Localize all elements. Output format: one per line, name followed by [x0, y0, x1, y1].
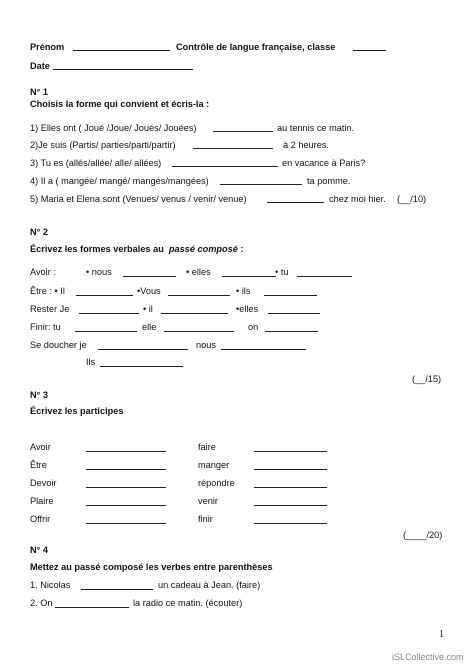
date-line[interactable]	[53, 69, 193, 70]
s2-finir-p2: elle	[142, 322, 157, 332]
section-1-score: (__/10)	[397, 194, 427, 204]
s2-avoir-blank-2[interactable]	[222, 276, 276, 277]
class-line[interactable]	[353, 50, 386, 51]
s4-item-1-text: 1. Nicolas	[30, 580, 71, 590]
s1-item-5-blank[interactable]	[267, 202, 324, 203]
s2-finir-p3: on	[248, 322, 259, 332]
section-1-instruction: Choisis la forme qui convient et écris-la :	[30, 99, 210, 109]
s2-rester-p3: •elles	[236, 304, 259, 314]
s3-right-blank-2[interactable]	[254, 469, 327, 470]
s3-left-5: Offrir	[30, 514, 51, 524]
watermark: iSLCollective.com	[392, 652, 464, 662]
s2-doucher-blank-1[interactable]	[98, 349, 188, 350]
s1-item-1-text: 1) Elles ont ( Joué /Joue/ Joués/ Jouées)	[30, 123, 197, 133]
s2-etre-blank-1[interactable]	[76, 295, 133, 296]
s1-item-4-end: ta pomme.	[307, 176, 351, 186]
section-3-number: N° 3	[30, 390, 48, 400]
s2-rester-blank-3[interactable]	[268, 313, 320, 314]
s4-item-1-blank[interactable]	[81, 589, 153, 590]
s1-item-5-text: 5) Maria et Elena sont (Venues/ venus / venir/ venue)	[30, 194, 247, 204]
s3-right-blank-4[interactable]	[254, 505, 327, 506]
s1-item-2-blank[interactable]	[193, 148, 273, 149]
s3-right-4: venir	[198, 496, 218, 506]
s3-left-blank-2[interactable]	[86, 469, 166, 470]
s1-item-4-text: 4) Il a ( mangée/ mangé/ mangés/mangées)	[30, 176, 209, 186]
section-2-score: (__/15)	[412, 374, 442, 384]
s2-avoir-blank-3[interactable]	[297, 276, 352, 277]
s1-item-3-blank[interactable]	[172, 166, 278, 167]
s2-avoir-p1: • nous	[86, 267, 112, 277]
s3-right-5: finir	[198, 514, 213, 524]
prenom-line[interactable]	[73, 50, 170, 51]
s2-finir-blank-2[interactable]	[164, 331, 234, 332]
s3-right-blank-1[interactable]	[254, 451, 327, 452]
s3-left-blank-3[interactable]	[86, 487, 166, 488]
s2-finir-label: Finir: tu	[30, 322, 61, 332]
s2-rester-blank-2[interactable]	[161, 313, 228, 314]
section-2-instruction: Écrivez les formes verbales au passé composé :	[30, 244, 244, 254]
s3-left-blank-4[interactable]	[86, 505, 166, 506]
s1-item-5-end: chez moi hier.	[329, 194, 386, 204]
s2-avoir-blank-1[interactable]	[123, 276, 176, 277]
s2-doucher-label: Se doucher je	[30, 340, 87, 350]
s2-avoir-label: Avoir :	[30, 267, 56, 277]
s1-item-4-blank[interactable]	[220, 184, 302, 185]
s2-doucher-blank-3[interactable]	[100, 366, 183, 367]
s2-etre-blank-3[interactable]	[264, 295, 317, 296]
section-1-number: N° 1	[30, 87, 48, 97]
s3-left-blank-5[interactable]	[86, 523, 166, 524]
s2-doucher-blank-2[interactable]	[221, 349, 306, 350]
page-number: 1	[439, 629, 444, 640]
s2-etre-p2: •Vous	[137, 286, 161, 296]
s1-item-2-end: à 2 heures.	[283, 140, 329, 150]
s2-avoir-p2: • elles	[186, 267, 211, 277]
s4-item-2-blank[interactable]	[55, 607, 129, 608]
passe-compose-emphasis: passé composé	[168, 244, 238, 254]
s3-left-1: Avoir	[30, 442, 51, 452]
s1-item-2-text: 2)Je suis (Partis/ parties/parti/partir)	[30, 140, 176, 150]
s2-finir-blank-3[interactable]	[265, 331, 318, 332]
s4-item-1-end: un cadeau à Jean. (faire)	[158, 580, 261, 590]
s3-right-3: répondre	[198, 478, 235, 488]
s3-left-3: Devoir	[30, 478, 57, 488]
s2-rester-p2: • il	[143, 304, 153, 314]
s4-item-2-end: la radio ce matin. (écouter)	[133, 598, 243, 608]
s1-item-3-text: 3) Tu es (allés/allée/ alle/ allées)	[30, 158, 162, 168]
s3-right-1: faire	[198, 442, 216, 452]
page-title: Contrôle de langue française, classe	[176, 42, 336, 52]
section-4-number: N° 4	[30, 545, 48, 555]
s4-item-2-text: 2. On	[30, 598, 53, 608]
s1-item-1-blank[interactable]	[213, 131, 273, 132]
section-3-instruction: Écrivez les participes	[30, 406, 124, 416]
date-label: Date	[30, 61, 50, 71]
s2-etre-p3: • ils	[236, 286, 251, 296]
s1-item-3-end: en vacance à Paris?	[282, 158, 366, 168]
s3-left-2: Être	[30, 460, 47, 470]
s3-right-blank-5[interactable]	[254, 523, 327, 524]
section-4-instruction: Mettez au passé composé les verbes entre parenthèses	[30, 562, 273, 572]
s2-doucher-p3: Ils	[86, 357, 96, 367]
s2-etre-blank-2[interactable]	[168, 295, 230, 296]
s2-rester-label: Rester Je	[30, 304, 70, 314]
s2-rester-blank-1[interactable]	[79, 313, 139, 314]
s3-right-2: manger	[198, 460, 230, 470]
s3-left-blank-1[interactable]	[86, 451, 166, 452]
s2-avoir-p3: • tu	[275, 267, 289, 277]
section-3-score: (____/20)	[403, 530, 443, 540]
s2-doucher-p2: nous	[196, 340, 216, 350]
prenom-label: Prénom	[30, 42, 65, 52]
s2-etre-label: Être : • Il	[30, 286, 65, 296]
s2-finir-blank-1[interactable]	[75, 331, 137, 332]
s3-left-4: Plaire	[30, 496, 54, 506]
s3-right-blank-3[interactable]	[254, 487, 327, 488]
s1-item-1-end: au tennis ce matin.	[277, 123, 355, 133]
section-2-number: N° 2	[30, 227, 48, 237]
